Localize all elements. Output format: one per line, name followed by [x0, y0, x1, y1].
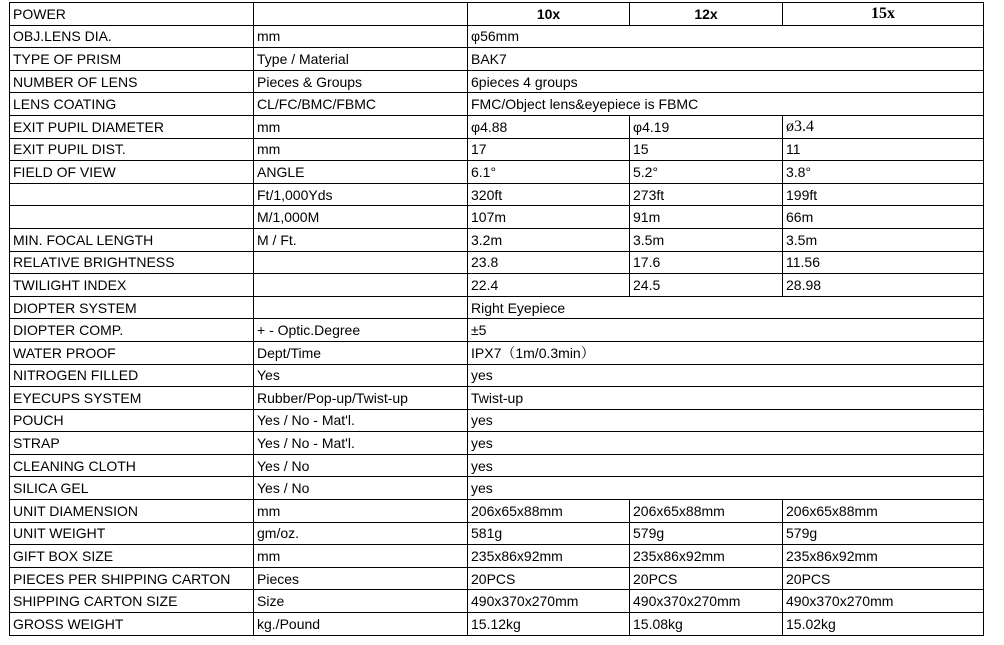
spec-row	[10, 545, 984, 568]
spec-label: GIFT BOX SIZE	[10, 545, 254, 568]
spec-label: UNIT DIAMENSION	[10, 500, 254, 523]
spec-value-12x: 91m	[630, 206, 783, 229]
spec-unit	[254, 251, 468, 274]
spec-value-12x: 17.6	[630, 251, 783, 274]
spec-unit: ANGLE	[254, 161, 468, 184]
spec-label	[10, 183, 254, 206]
spec-value-15x: 206x65x88mm	[783, 500, 984, 523]
spec-row	[10, 387, 984, 410]
spec-unit	[254, 274, 468, 297]
spec-value-15x: 579g	[783, 522, 984, 545]
spec-row	[10, 364, 984, 387]
spec-row	[10, 567, 984, 590]
spec-value-15x: ø3.4	[783, 115, 984, 138]
spec-unit: Yes / No - Mat'l.	[254, 409, 468, 432]
spec-value-10x: 490x370x270mm	[468, 590, 630, 613]
spec-unit: mm	[254, 25, 468, 48]
spec-value-15x: 11.56	[783, 251, 984, 274]
spec-value-10x: 23.8	[468, 251, 630, 274]
spec-label: GROSS WEIGHT	[10, 613, 254, 636]
spec-row	[10, 613, 984, 636]
spec-value-all-models: yes	[468, 454, 984, 477]
spec-value-12x: 579g	[630, 522, 783, 545]
spec-value-all-models: yes	[468, 477, 984, 500]
spec-unit: Dept/Time	[254, 341, 468, 364]
spec-value-all-models: ±5	[468, 319, 984, 342]
spec-value-12x: 490x370x270mm	[630, 590, 783, 613]
spec-value-10x: 235x86x92mm	[468, 545, 630, 568]
spec-unit: mm	[254, 138, 468, 161]
spec-label: EXIT PUPIL DIST.	[10, 138, 254, 161]
spec-value-15x: 490x370x270mm	[783, 590, 984, 613]
spec-row	[10, 522, 984, 545]
spec-value-all-models: yes	[468, 364, 984, 387]
spec-value-12x: 15	[630, 138, 783, 161]
spec-label: EXIT PUPIL DIAMETER	[10, 115, 254, 138]
spec-unit: CL/FC/BMC/FBMC	[254, 93, 468, 116]
spec-row	[10, 432, 984, 455]
spec-label: SILICA GEL	[10, 477, 254, 500]
spec-row	[10, 93, 984, 116]
spec-value-12x: φ4.19	[630, 115, 783, 138]
spec-label: POUCH	[10, 409, 254, 432]
spec-label: TWILIGHT INDEX	[10, 274, 254, 297]
spec-row	[10, 25, 984, 48]
spec-unit: Yes / No - Mat'l.	[254, 432, 468, 455]
spec-value-10x: φ4.88	[468, 115, 630, 138]
spec-row	[10, 500, 984, 523]
spec-value-all-models: 6pieces 4 groups	[468, 70, 984, 93]
spec-unit: mm	[254, 500, 468, 523]
spec-row	[10, 477, 984, 500]
spec-label: POWER	[10, 3, 254, 26]
spec-row	[10, 409, 984, 432]
spec-unit: kg./Pound	[254, 613, 468, 636]
spec-label: TYPE OF PRISM	[10, 48, 254, 71]
spec-value-10x: 6.1°	[468, 161, 630, 184]
spec-value-all-models: Twist-up	[468, 387, 984, 410]
spec-unit: Pieces	[254, 567, 468, 590]
spec-value-15x: 66m	[783, 206, 984, 229]
spec-unit	[254, 296, 468, 319]
spec-value-all-models: FMC/Object lens&eyepiece is FBMC	[468, 93, 984, 116]
spec-table-body	[10, 3, 984, 636]
model-12x-header: 12x	[630, 3, 783, 26]
spec-unit: Ft/1,000Yds	[254, 183, 468, 206]
spec-row	[10, 341, 984, 364]
spec-unit: Yes / No	[254, 454, 468, 477]
spec-value-10x: 107m	[468, 206, 630, 229]
spec-row	[10, 138, 984, 161]
spec-label: SHIPPING CARTON SIZE	[10, 590, 254, 613]
spec-label: DIOPTER SYSTEM	[10, 296, 254, 319]
spec-value-15x: 28.98	[783, 274, 984, 297]
spec-label: EYECUPS SYSTEM	[10, 387, 254, 410]
spec-unit: Size	[254, 590, 468, 613]
spec-unit: Pieces & Groups	[254, 70, 468, 93]
spec-value-all-models: φ56mm	[468, 25, 984, 48]
spec-value-12x: 273ft	[630, 183, 783, 206]
spec-row	[10, 70, 984, 93]
spec-unit: M/1,000M	[254, 206, 468, 229]
spec-value-12x: 20PCS	[630, 567, 783, 590]
spec-label: WATER PROOF	[10, 341, 254, 364]
spec-label: DIOPTER COMP.	[10, 319, 254, 342]
spec-value-12x: 3.5m	[630, 228, 783, 251]
spec-row	[10, 228, 984, 251]
spec-unit: Type / Material	[254, 48, 468, 71]
spec-unit	[254, 3, 468, 26]
header-row	[10, 3, 984, 26]
spec-value-10x: 206x65x88mm	[468, 500, 630, 523]
spec-value-all-models: yes	[468, 409, 984, 432]
spec-label: UNIT WEIGHT	[10, 522, 254, 545]
spec-value-12x: 206x65x88mm	[630, 500, 783, 523]
spec-row	[10, 319, 984, 342]
spec-row	[10, 274, 984, 297]
spec-value-12x: 15.08kg	[630, 613, 783, 636]
spec-value-10x: 3.2m	[468, 228, 630, 251]
spec-value-15x: 235x86x92mm	[783, 545, 984, 568]
spec-value-all-models: yes	[468, 432, 984, 455]
spec-row	[10, 454, 984, 477]
spec-value-12x: 235x86x92mm	[630, 545, 783, 568]
spec-row	[10, 251, 984, 274]
spec-value-10x: 15.12kg	[468, 613, 630, 636]
spec-row	[10, 115, 984, 138]
spec-label: CLEANING CLOTH	[10, 454, 254, 477]
spec-row	[10, 296, 984, 319]
spec-value-15x: 20PCS	[783, 567, 984, 590]
spec-value-15x: 199ft	[783, 183, 984, 206]
spec-label	[10, 206, 254, 229]
spec-label: FIELD OF VIEW	[10, 161, 254, 184]
spec-label: STRAP	[10, 432, 254, 455]
spec-row	[10, 161, 984, 184]
spec-unit: gm/oz.	[254, 522, 468, 545]
spec-value-all-models: BAK7	[468, 48, 984, 71]
spec-label: OBJ.LENS DIA.	[10, 25, 254, 48]
spec-value-15x: 3.5m	[783, 228, 984, 251]
spec-unit: M / Ft.	[254, 228, 468, 251]
spec-value-10x: 20PCS	[468, 567, 630, 590]
spec-value-15x: 3.8°	[783, 161, 984, 184]
spec-label: MIN. FOCAL LENGTH	[10, 228, 254, 251]
spec-value-10x: 22.4	[468, 274, 630, 297]
spec-value-15x: 11	[783, 138, 984, 161]
spec-value-all-models: Right Eyepiece	[468, 296, 984, 319]
spec-row	[10, 183, 984, 206]
model-15x-header: 15x	[783, 3, 984, 26]
spec-row	[10, 206, 984, 229]
spec-row	[10, 590, 984, 613]
spec-label: NITROGEN FILLED	[10, 364, 254, 387]
spec-unit: Rubber/Pop-up/Twist-up	[254, 387, 468, 410]
spec-value-all-models: IPX7（1m/0.3min）	[468, 341, 984, 364]
spec-label: PIECES PER SHIPPING CARTON	[10, 567, 254, 590]
spec-value-15x: 15.02kg	[783, 613, 984, 636]
spec-value-10x: 581g	[468, 522, 630, 545]
model-10x-header: 10x	[468, 3, 630, 26]
spec-value-10x: 320ft	[468, 183, 630, 206]
spec-value-12x: 5.2°	[630, 161, 783, 184]
spec-value-10x: 17	[468, 138, 630, 161]
spec-label: RELATIVE BRIGHTNESS	[10, 251, 254, 274]
spec-value-12x: 24.5	[630, 274, 783, 297]
spec-unit: mm	[254, 115, 468, 138]
spec-label: NUMBER OF LENS	[10, 70, 254, 93]
spec-row	[10, 48, 984, 71]
spec-label: LENS COATING	[10, 93, 254, 116]
spec-unit: mm	[254, 545, 468, 568]
spec-unit: Yes / No	[254, 477, 468, 500]
spec-unit: Yes	[254, 364, 468, 387]
spec-table	[9, 2, 984, 636]
spec-unit: + - Optic.Degree	[254, 319, 468, 342]
